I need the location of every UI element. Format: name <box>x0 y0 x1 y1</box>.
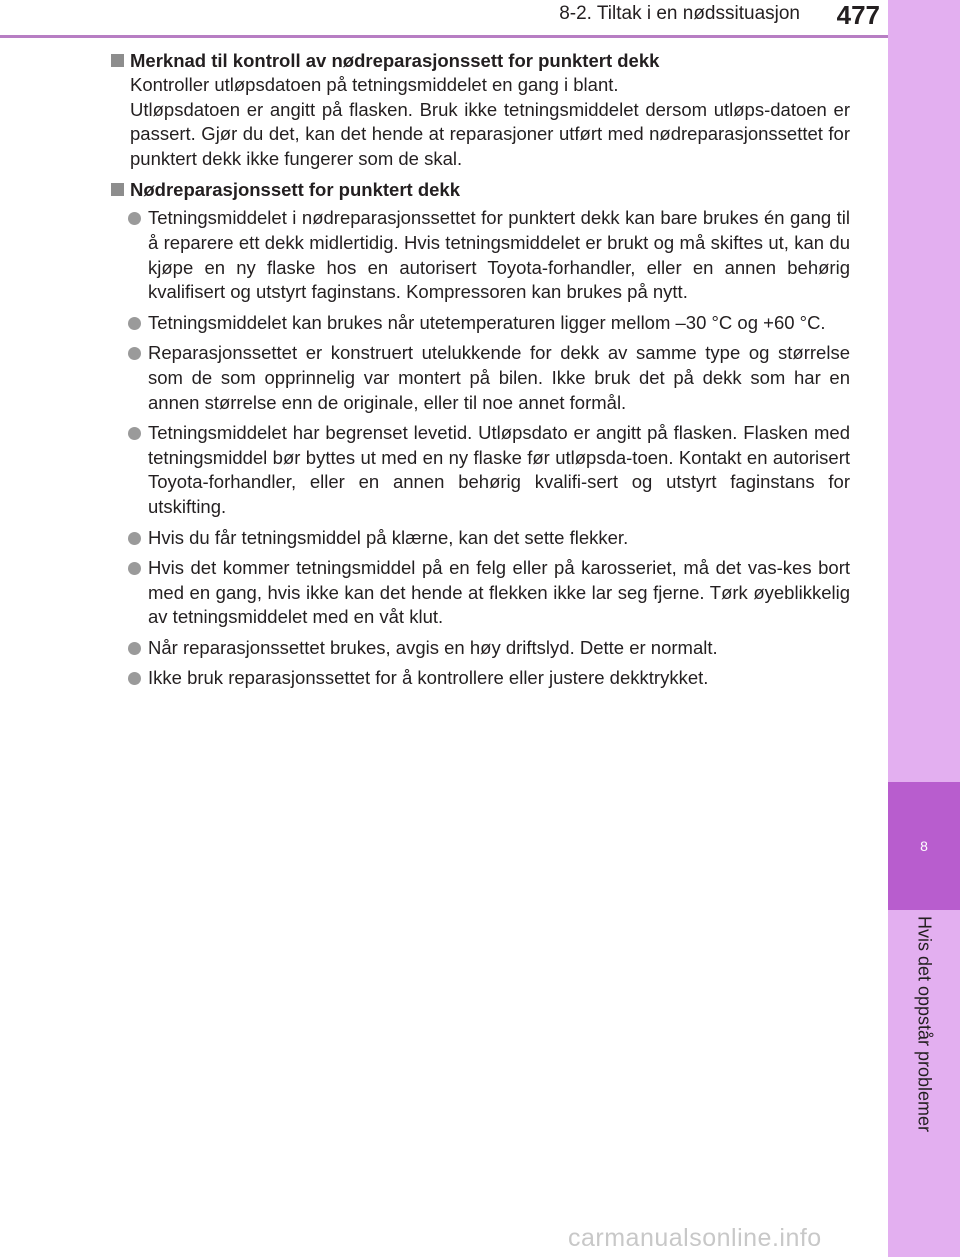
watermark: carmanualsonline.info <box>568 1224 822 1252</box>
square-bullet-icon <box>111 183 124 196</box>
list-item-text: Ikke bruk reparasjonssettet for å kontrollere eller justere dekktrykket. <box>148 667 709 689</box>
side-tab-chapter-title: Hvis det oppstår problemer <box>914 915 935 1133</box>
list-item <box>108 311 850 336</box>
list-item-text: Hvis du får tetningsmiddel på klærne, kan det sette flekker. <box>148 526 629 548</box>
section-check-note <box>108 48 850 171</box>
list-item <box>108 666 850 691</box>
circle-bullet-icon <box>128 212 141 225</box>
page-content <box>108 48 850 697</box>
list-item-text: Tetningsmiddelet i nødreparasjonssettet for punktert dekk kan bare brukes én gang til å reparere ett dekk midlertidig. Hvis tetningsmiddelet er brukt og må skiftes ut, kan du kjøpe en ny flaske hos en autorisert Toyota-forhandler, eller en annen behørig kvalifisert og utstyrt faginstans. Kompressoren kan brukes på nytt. <box>148 207 850 303</box>
section-heading-text: Merknad til kontroll av nødreparasjonssett for punktert dekk <box>130 50 660 71</box>
list-item <box>108 526 850 551</box>
side-tab-chapter-number: 8 <box>920 838 928 854</box>
page-header <box>0 0 888 36</box>
paragraph: Utløpsdatoen er angitt på flasken. Bruk ikke tetningsmiddelet dersom utløps-datoen er passert. Gjør du det, kan det hende at reparasjoner utført med nødreparasjonssettet for punktert dekk ikke fungerer som de skal. <box>130 98 850 169</box>
list-item-text: Tetningsmiddelet kan brukes når utetemperaturen ligger mellom –30 °C og +60 °C. <box>148 311 826 333</box>
header-section-title: 8-2. Tiltak i en nødssituasjon <box>559 3 800 24</box>
list-item-text: Når reparasjonssettet brukes, avgis en høy driftslyd. Dette er normalt. <box>148 636 718 658</box>
circle-bullet-icon <box>128 532 141 545</box>
section-heading <box>108 177 850 202</box>
circle-bullet-icon <box>128 427 141 440</box>
section-heading <box>108 48 850 73</box>
circle-bullet-icon <box>128 672 141 685</box>
square-bullet-icon <box>111 54 124 67</box>
list-item-text: Hvis det kommer tetningsmiddel på en felg eller på karosseriet, må det vas-kes bort med en gang, hvis ikke kan det hende at flekken ikke lar seg fjerne. Tørk øyeblikkelig av tetningsmiddelet med en våt klut. <box>148 557 850 628</box>
list-item <box>108 341 850 415</box>
bullet-list <box>108 206 850 691</box>
paragraph: Kontroller utløpsdatoen på tetningsmiddelet en gang i blant. <box>130 74 619 95</box>
circle-bullet-icon <box>128 317 141 330</box>
list-item <box>108 556 850 630</box>
circle-bullet-icon <box>128 642 141 655</box>
circle-bullet-icon <box>128 562 141 575</box>
section-heading-text: Nødreparasjonssett for punktert dekk <box>130 179 460 201</box>
header-divider <box>0 35 888 38</box>
list-item <box>108 421 850 519</box>
page-number: 477 <box>836 0 880 30</box>
circle-bullet-icon <box>128 347 141 360</box>
list-item <box>108 206 850 304</box>
list-item-text: Tetningsmiddelet har begrenset levetid. Utløpsdato er angitt på flasken. Flasken med tetningsmiddel bør byttes ut med en ny flaske før utløpsda-toen. Kontakt en autorisert Toyota-forhandler, eller en annen behørig kvalifi-sert og utstyrt faginstans for utskifting. <box>148 422 850 517</box>
list-item-text: Reparasjonssettet er konstruert utelukkende for dekk av samme type og størrelse som de som opprinnelig var montert på bilen. Ikke bruk det på dekk som har en annen størrelse enn de originale, eller til noe annet formål. <box>148 342 850 413</box>
list-item <box>108 636 850 661</box>
section-repair-kit <box>108 177 850 691</box>
